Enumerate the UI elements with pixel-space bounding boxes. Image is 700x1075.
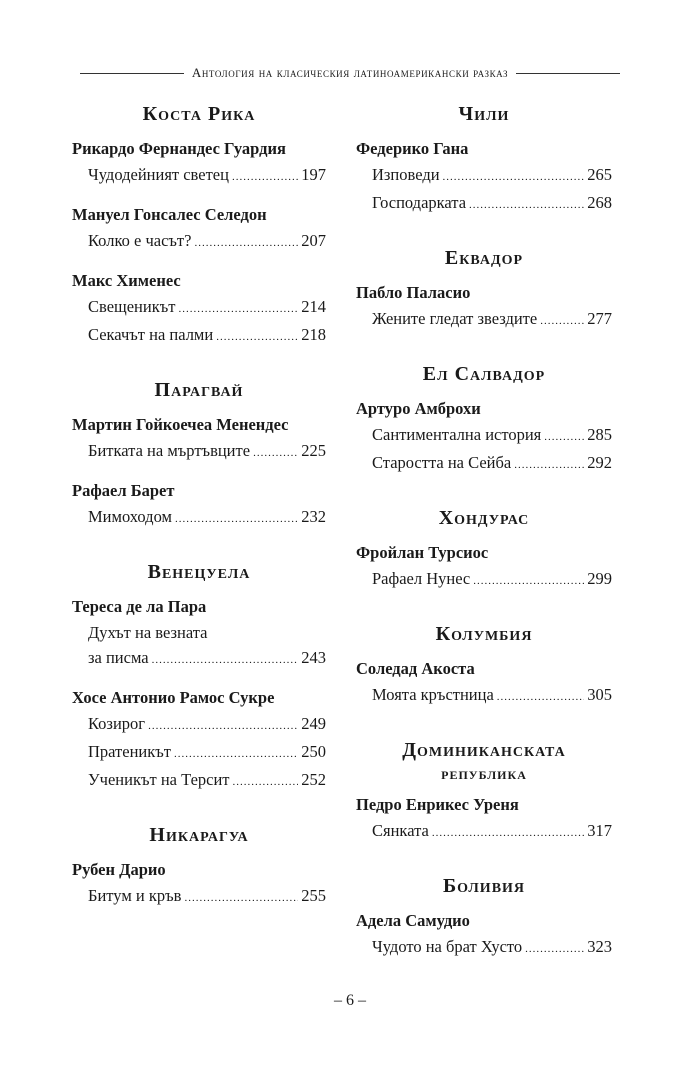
story-title: Ученикът на Терсит bbox=[88, 770, 230, 789]
country-name: Никарагуа bbox=[149, 824, 249, 846]
country-name: Парагвай bbox=[154, 379, 244, 401]
author-block bbox=[72, 480, 326, 532]
country-heading bbox=[72, 376, 326, 404]
dot-leader bbox=[525, 937, 584, 962]
page-ref: 305 bbox=[587, 685, 612, 704]
page-ref: 218 bbox=[301, 325, 326, 344]
page-ref: 214 bbox=[301, 297, 326, 316]
country-name: Чили bbox=[458, 103, 510, 125]
page-ref: 317 bbox=[587, 821, 612, 840]
country-name: Ел Салвадор bbox=[422, 363, 546, 385]
dot-leader bbox=[174, 742, 298, 767]
author-name: Артуро Амброхи bbox=[356, 399, 481, 418]
toc-entry bbox=[356, 934, 612, 962]
dot-leader bbox=[184, 886, 298, 911]
toc-entry bbox=[72, 739, 326, 767]
toc-entry bbox=[72, 294, 326, 322]
author-block bbox=[356, 398, 612, 478]
story-title: Сянката bbox=[372, 821, 429, 840]
page-ref: 243 bbox=[301, 648, 326, 667]
dot-leader bbox=[175, 507, 298, 532]
country-name: Коста Рика bbox=[142, 103, 256, 125]
country-heading bbox=[356, 244, 612, 272]
country-heading bbox=[356, 360, 612, 388]
dot-leader bbox=[178, 297, 298, 322]
country-name: Доминиканската bbox=[402, 739, 566, 761]
story-title: Старостта на Сейба bbox=[372, 453, 512, 472]
page-ref: 225 bbox=[301, 441, 326, 460]
country-section bbox=[72, 100, 326, 350]
story-title: Пратеникът bbox=[88, 742, 172, 761]
story-title: Жените гледат звездите bbox=[372, 309, 538, 328]
author-block bbox=[72, 204, 326, 256]
page-ref: 207 bbox=[301, 231, 326, 250]
toc-entry bbox=[72, 322, 326, 350]
author-block bbox=[356, 794, 612, 846]
story-title: Рафаел Нунес bbox=[372, 569, 471, 588]
dot-leader bbox=[194, 231, 298, 256]
country-heading bbox=[356, 736, 612, 784]
country-section bbox=[356, 100, 612, 218]
author-block bbox=[356, 282, 612, 334]
country-section bbox=[356, 736, 612, 846]
country-section bbox=[356, 504, 612, 594]
page-number: – 6 – bbox=[334, 992, 366, 1009]
dot-leader bbox=[514, 453, 584, 478]
story-title: Козирог bbox=[88, 714, 146, 733]
page-ref: 249 bbox=[301, 714, 326, 733]
country-name: Венецуела bbox=[147, 561, 251, 583]
toc-entry bbox=[72, 438, 326, 466]
page-ref: 323 bbox=[587, 937, 612, 956]
toc-entry bbox=[356, 306, 612, 334]
country-heading bbox=[72, 821, 326, 849]
story-title: Господарката bbox=[372, 193, 467, 212]
toc-entry bbox=[72, 883, 326, 911]
page-ref: 285 bbox=[587, 425, 612, 444]
country-name: Хондурас bbox=[438, 507, 530, 529]
author-name: Рикардо Фернандес Гуардия bbox=[72, 139, 286, 158]
dot-leader bbox=[540, 309, 584, 334]
dot-leader bbox=[469, 193, 584, 218]
country-name-line2: република bbox=[441, 764, 527, 783]
story-title: Мимоходом bbox=[88, 507, 172, 526]
country-name: Еквадор bbox=[444, 247, 524, 269]
toc-entry bbox=[356, 818, 612, 846]
author-name: Рубен Дарио bbox=[72, 860, 166, 879]
dot-leader bbox=[473, 569, 584, 594]
toc-entry bbox=[356, 190, 612, 218]
dot-leader bbox=[432, 821, 584, 846]
toc-entry bbox=[356, 566, 612, 594]
country-heading bbox=[72, 558, 326, 586]
toc-entry bbox=[72, 228, 326, 256]
story-title: Чудото на брат Хусто bbox=[372, 937, 523, 956]
country-heading bbox=[356, 872, 612, 900]
author-name: Тереса де ла Пара bbox=[72, 597, 207, 616]
country-section bbox=[356, 244, 612, 334]
toc-entry bbox=[72, 162, 326, 190]
story-title: Битум и кръв bbox=[88, 886, 182, 905]
story-title: за писма bbox=[88, 648, 149, 667]
toc-entry bbox=[72, 767, 326, 795]
author-name: Хосе Антонио Рамос Сукре bbox=[72, 688, 275, 707]
toc-entry bbox=[356, 162, 612, 190]
dot-leader bbox=[544, 425, 584, 450]
author-block bbox=[72, 687, 326, 795]
author-name: Мануел Гонсалес Селедон bbox=[72, 205, 267, 224]
author-block bbox=[72, 138, 326, 190]
page-ref: 265 bbox=[587, 165, 612, 184]
author-name: Соледад Акоста bbox=[356, 659, 475, 678]
country-name: Колумбия bbox=[435, 623, 533, 645]
page-ref: 268 bbox=[587, 193, 612, 212]
toc-entry bbox=[72, 645, 326, 673]
header-rule-right bbox=[516, 73, 620, 74]
dot-leader bbox=[253, 441, 298, 466]
country-section bbox=[356, 872, 612, 962]
page-ref: 252 bbox=[301, 770, 326, 789]
dot-leader bbox=[497, 685, 584, 710]
country-heading bbox=[356, 100, 612, 128]
dot-leader bbox=[233, 770, 299, 795]
country-name: Боливия bbox=[442, 875, 526, 897]
author-name: Адела Самудио bbox=[356, 911, 470, 930]
country-section bbox=[72, 376, 326, 532]
page-ref: 250 bbox=[301, 742, 326, 761]
author-block bbox=[356, 138, 612, 218]
author-name: Макс Хименес bbox=[72, 271, 181, 290]
dot-leader bbox=[443, 165, 585, 190]
toc-column-left bbox=[72, 100, 326, 937]
author-name: Рафаел Барет bbox=[72, 481, 175, 500]
toc-entry bbox=[72, 711, 326, 739]
author-name: Мартин Гойкоечеа Менендес bbox=[72, 415, 289, 434]
author-name: Федерико Гана bbox=[356, 139, 469, 158]
story-title-line: Духът на везната bbox=[88, 623, 208, 642]
author-name: Фройлан Турсиос bbox=[356, 543, 489, 562]
toc-entry bbox=[72, 504, 326, 532]
page-ref: 299 bbox=[587, 569, 612, 588]
page-ref: 255 bbox=[301, 886, 326, 905]
country-section bbox=[72, 558, 326, 795]
page-ref: 292 bbox=[587, 453, 612, 472]
toc-column-right bbox=[356, 100, 612, 988]
country-section bbox=[356, 620, 612, 710]
dot-leader bbox=[148, 714, 298, 739]
header-rule-left bbox=[80, 73, 184, 74]
author-block bbox=[356, 910, 612, 962]
page-ref: 232 bbox=[301, 507, 326, 526]
author-block bbox=[72, 414, 326, 466]
author-name: Пабло Паласио bbox=[356, 283, 471, 302]
page-ref: 197 bbox=[301, 165, 326, 184]
story-title: Моята кръстница bbox=[372, 685, 494, 704]
toc-entry bbox=[356, 682, 612, 710]
story-title: Битката на мъртъвците bbox=[88, 441, 251, 460]
author-block bbox=[356, 542, 612, 594]
story-title: Изповеди bbox=[372, 165, 440, 184]
author-block bbox=[356, 658, 612, 710]
toc-entry bbox=[356, 422, 612, 450]
author-block bbox=[72, 596, 326, 673]
story-title: Секачът на палми bbox=[88, 325, 214, 344]
dot-leader bbox=[216, 325, 298, 350]
dot-leader bbox=[152, 648, 299, 673]
country-heading bbox=[356, 620, 612, 648]
page-ref: 277 bbox=[587, 309, 612, 328]
running-header bbox=[80, 58, 620, 88]
story-title: Сантиментална история bbox=[372, 425, 542, 444]
author-block bbox=[72, 859, 326, 911]
toc-entry bbox=[356, 450, 612, 478]
story-title: Чудодейният светец bbox=[88, 165, 229, 184]
country-heading bbox=[356, 504, 612, 532]
country-section bbox=[72, 821, 326, 911]
running-title: Антология на класическия латиноамерикански разказ bbox=[191, 65, 509, 80]
dot-leader bbox=[232, 165, 298, 190]
author-name: Педро Енрикес Уреня bbox=[356, 795, 519, 814]
story-title: Колко е часът? bbox=[88, 231, 192, 250]
country-section bbox=[356, 360, 612, 478]
author-block bbox=[72, 270, 326, 350]
story-title: Свещеникът bbox=[88, 297, 176, 316]
country-heading bbox=[72, 100, 326, 128]
